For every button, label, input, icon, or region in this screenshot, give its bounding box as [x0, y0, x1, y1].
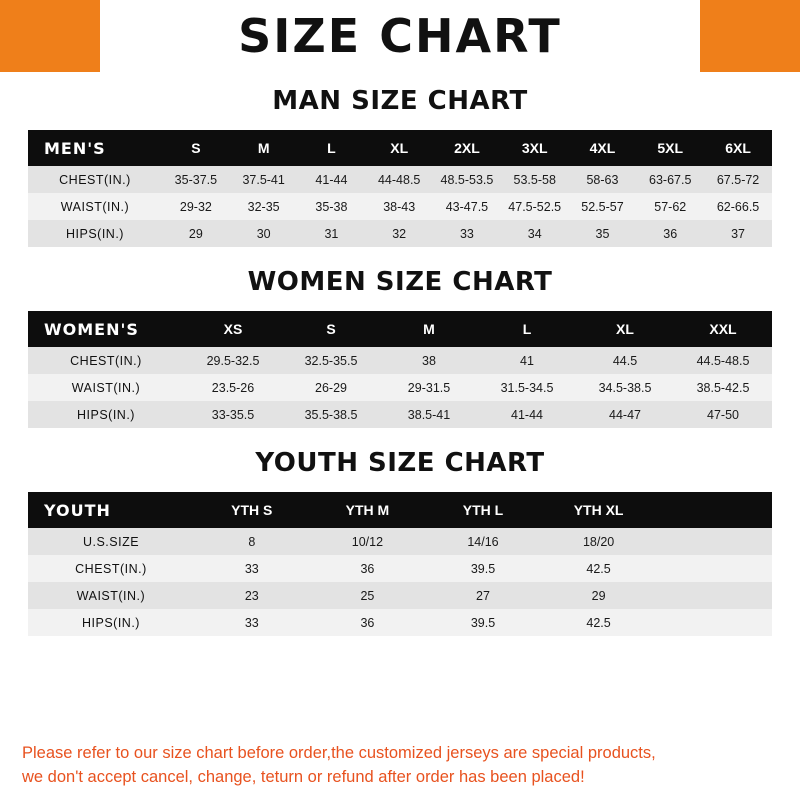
men-corner-label: MEN'S	[28, 130, 162, 166]
men-cell-0-4: 48.5-53.5	[433, 166, 501, 193]
youth-corner-label: YOUTH	[28, 492, 194, 528]
men-cell-2-8: 37	[704, 220, 772, 247]
men-cell-0-2: 41-44	[298, 166, 366, 193]
spacer	[28, 72, 772, 86]
youth-col-1: YTH M	[310, 492, 426, 528]
youth-cell-0-1: 10/12	[310, 528, 426, 555]
women-cell-0-2: 38	[380, 347, 478, 374]
youth-col-spacer	[656, 492, 772, 528]
women-cell-2-4: 44-47	[576, 401, 674, 428]
youth-cell-3-0: 33	[194, 609, 310, 636]
women-row-label-1: WAIST(IN.)	[28, 374, 184, 401]
youth-cell-0-spacer	[656, 528, 772, 555]
youth-cell-2-1: 25	[310, 582, 426, 609]
men-cell-2-0: 29	[162, 220, 230, 247]
men-table-head	[28, 130, 772, 166]
youth-size-table	[28, 492, 772, 636]
spacer	[28, 297, 772, 311]
women-row-label-2: HIPS(IN.)	[28, 401, 184, 428]
youth-cell-1-3: 42.5	[541, 555, 657, 582]
men-cell-2-5: 34	[501, 220, 569, 247]
youth-cell-1-1: 36	[310, 555, 426, 582]
women-cell-0-3: 41	[478, 347, 576, 374]
women-cell-1-5: 38.5-42.5	[674, 374, 772, 401]
table-row	[28, 193, 772, 220]
table-row	[28, 374, 772, 401]
men-cell-1-2: 35-38	[298, 193, 366, 220]
table-row	[28, 166, 772, 193]
men-cell-0-0: 35-37.5	[162, 166, 230, 193]
section-title-youth: YOUTH SIZE CHART	[255, 448, 545, 478]
youth-cell-2-0: 23	[194, 582, 310, 609]
women-cell-2-5: 47-50	[674, 401, 772, 428]
women-table-head	[28, 311, 772, 347]
youth-cell-1-2: 39.5	[425, 555, 541, 582]
men-cell-2-6: 35	[569, 220, 637, 247]
men-cell-2-7: 36	[636, 220, 704, 247]
men-cell-2-1: 30	[230, 220, 298, 247]
men-size-table	[28, 130, 772, 247]
women-cell-0-5: 44.5-48.5	[674, 347, 772, 374]
disclaimer-note	[0, 742, 800, 790]
section-title-men: MAN SIZE CHART	[272, 86, 528, 116]
header-banner	[0, 0, 800, 72]
table-row	[28, 347, 772, 374]
youth-cell-1-spacer	[656, 555, 772, 582]
youth-row-label-1: CHEST(IN.)	[28, 555, 194, 582]
chart-content	[0, 72, 800, 636]
disclaimer-line-2: we don't accept cancel, change, teturn or refund after order has been placed!	[22, 768, 585, 787]
men-cell-1-4: 43-47.5	[433, 193, 501, 220]
men-cell-0-5: 53.5-58	[501, 166, 569, 193]
men-cell-2-3: 32	[365, 220, 433, 247]
women-cell-1-1: 26-29	[282, 374, 380, 401]
disclaimer-line-1: Please refer to our size chart before order,the customized jerseys are special products,	[22, 744, 656, 763]
table-row	[28, 555, 772, 582]
men-cell-1-8: 62-66.5	[704, 193, 772, 220]
women-cell-2-0: 33-35.5	[184, 401, 282, 428]
youth-cell-3-spacer	[656, 609, 772, 636]
men-col-2: L	[298, 130, 366, 166]
men-cell-1-6: 52.5-57	[569, 193, 637, 220]
youth-col-2: YTH L	[425, 492, 541, 528]
youth-col-0: YTH S	[194, 492, 310, 528]
men-row-label-1: WAIST(IN.)	[28, 193, 162, 220]
youth-cell-3-2: 39.5	[425, 609, 541, 636]
header-banner-inner	[100, 0, 700, 72]
youth-row-label-0: U.S.SIZE	[28, 528, 194, 555]
table-row	[28, 220, 772, 247]
women-table-body	[28, 347, 772, 428]
youth-cell-0-3: 18/20	[541, 528, 657, 555]
women-col-4: XL	[576, 311, 674, 347]
table-row	[28, 528, 772, 555]
youth-cell-3-1: 36	[310, 609, 426, 636]
men-col-7: 5XL	[636, 130, 704, 166]
spacer	[28, 478, 772, 492]
women-cell-1-0: 23.5-26	[184, 374, 282, 401]
women-corner-label: WOMEN'S	[28, 311, 184, 347]
men-cell-0-7: 63-67.5	[636, 166, 704, 193]
youth-cell-1-0: 33	[194, 555, 310, 582]
men-col-3: XL	[365, 130, 433, 166]
spacer	[28, 428, 772, 448]
spacer	[28, 116, 772, 130]
table-row	[28, 609, 772, 636]
men-col-6: 4XL	[569, 130, 637, 166]
women-cell-1-3: 31.5-34.5	[478, 374, 576, 401]
men-col-8: 6XL	[704, 130, 772, 166]
women-cell-2-3: 41-44	[478, 401, 576, 428]
men-cell-1-0: 29-32	[162, 193, 230, 220]
women-size-table	[28, 311, 772, 428]
youth-table-body	[28, 528, 772, 636]
women-col-1: S	[282, 311, 380, 347]
men-row-label-0: CHEST(IN.)	[28, 166, 162, 193]
women-cell-0-0: 29.5-32.5	[184, 347, 282, 374]
men-cell-1-7: 57-62	[636, 193, 704, 220]
men-col-5: 3XL	[501, 130, 569, 166]
spacer	[28, 247, 772, 267]
women-col-3: L	[478, 311, 576, 347]
men-cell-2-4: 33	[433, 220, 501, 247]
table-header-row	[28, 130, 772, 166]
youth-cell-2-spacer	[656, 582, 772, 609]
men-cell-1-5: 47.5-52.5	[501, 193, 569, 220]
men-col-0: S	[162, 130, 230, 166]
men-cell-0-1: 37.5-41	[230, 166, 298, 193]
men-table-body	[28, 166, 772, 247]
women-cell-1-4: 34.5-38.5	[576, 374, 674, 401]
women-col-2: M	[380, 311, 478, 347]
women-row-label-0: CHEST(IN.)	[28, 347, 184, 374]
youth-cell-0-0: 8	[194, 528, 310, 555]
men-row-label-2: HIPS(IN.)	[28, 220, 162, 247]
youth-table-head	[28, 492, 772, 528]
women-cell-2-2: 38.5-41	[380, 401, 478, 428]
men-cell-2-2: 31	[298, 220, 366, 247]
women-cell-0-4: 44.5	[576, 347, 674, 374]
youth-cell-0-2: 14/16	[425, 528, 541, 555]
youth-cell-3-3: 42.5	[541, 609, 657, 636]
women-cell-0-1: 32.5-35.5	[282, 347, 380, 374]
table-row	[28, 401, 772, 428]
table-header-row	[28, 311, 772, 347]
men-cell-0-6: 58-63	[569, 166, 637, 193]
women-cell-1-2: 29-31.5	[380, 374, 478, 401]
youth-cell-2-2: 27	[425, 582, 541, 609]
men-cell-1-1: 32-35	[230, 193, 298, 220]
women-cell-2-1: 35.5-38.5	[282, 401, 380, 428]
women-col-0: XS	[184, 311, 282, 347]
men-cell-0-3: 44-48.5	[365, 166, 433, 193]
men-col-1: M	[230, 130, 298, 166]
women-col-5: XXL	[674, 311, 772, 347]
youth-row-label-2: WAIST(IN.)	[28, 582, 194, 609]
page-title: SIZE CHART	[238, 9, 562, 63]
youth-row-label-3: HIPS(IN.)	[28, 609, 194, 636]
table-header-row	[28, 492, 772, 528]
section-title-women: WOMEN SIZE CHART	[247, 267, 553, 297]
youth-cell-2-3: 29	[541, 582, 657, 609]
men-cell-1-3: 38-43	[365, 193, 433, 220]
table-row	[28, 582, 772, 609]
men-col-4: 2XL	[433, 130, 501, 166]
youth-col-3: YTH XL	[541, 492, 657, 528]
men-cell-0-8: 67.5-72	[704, 166, 772, 193]
